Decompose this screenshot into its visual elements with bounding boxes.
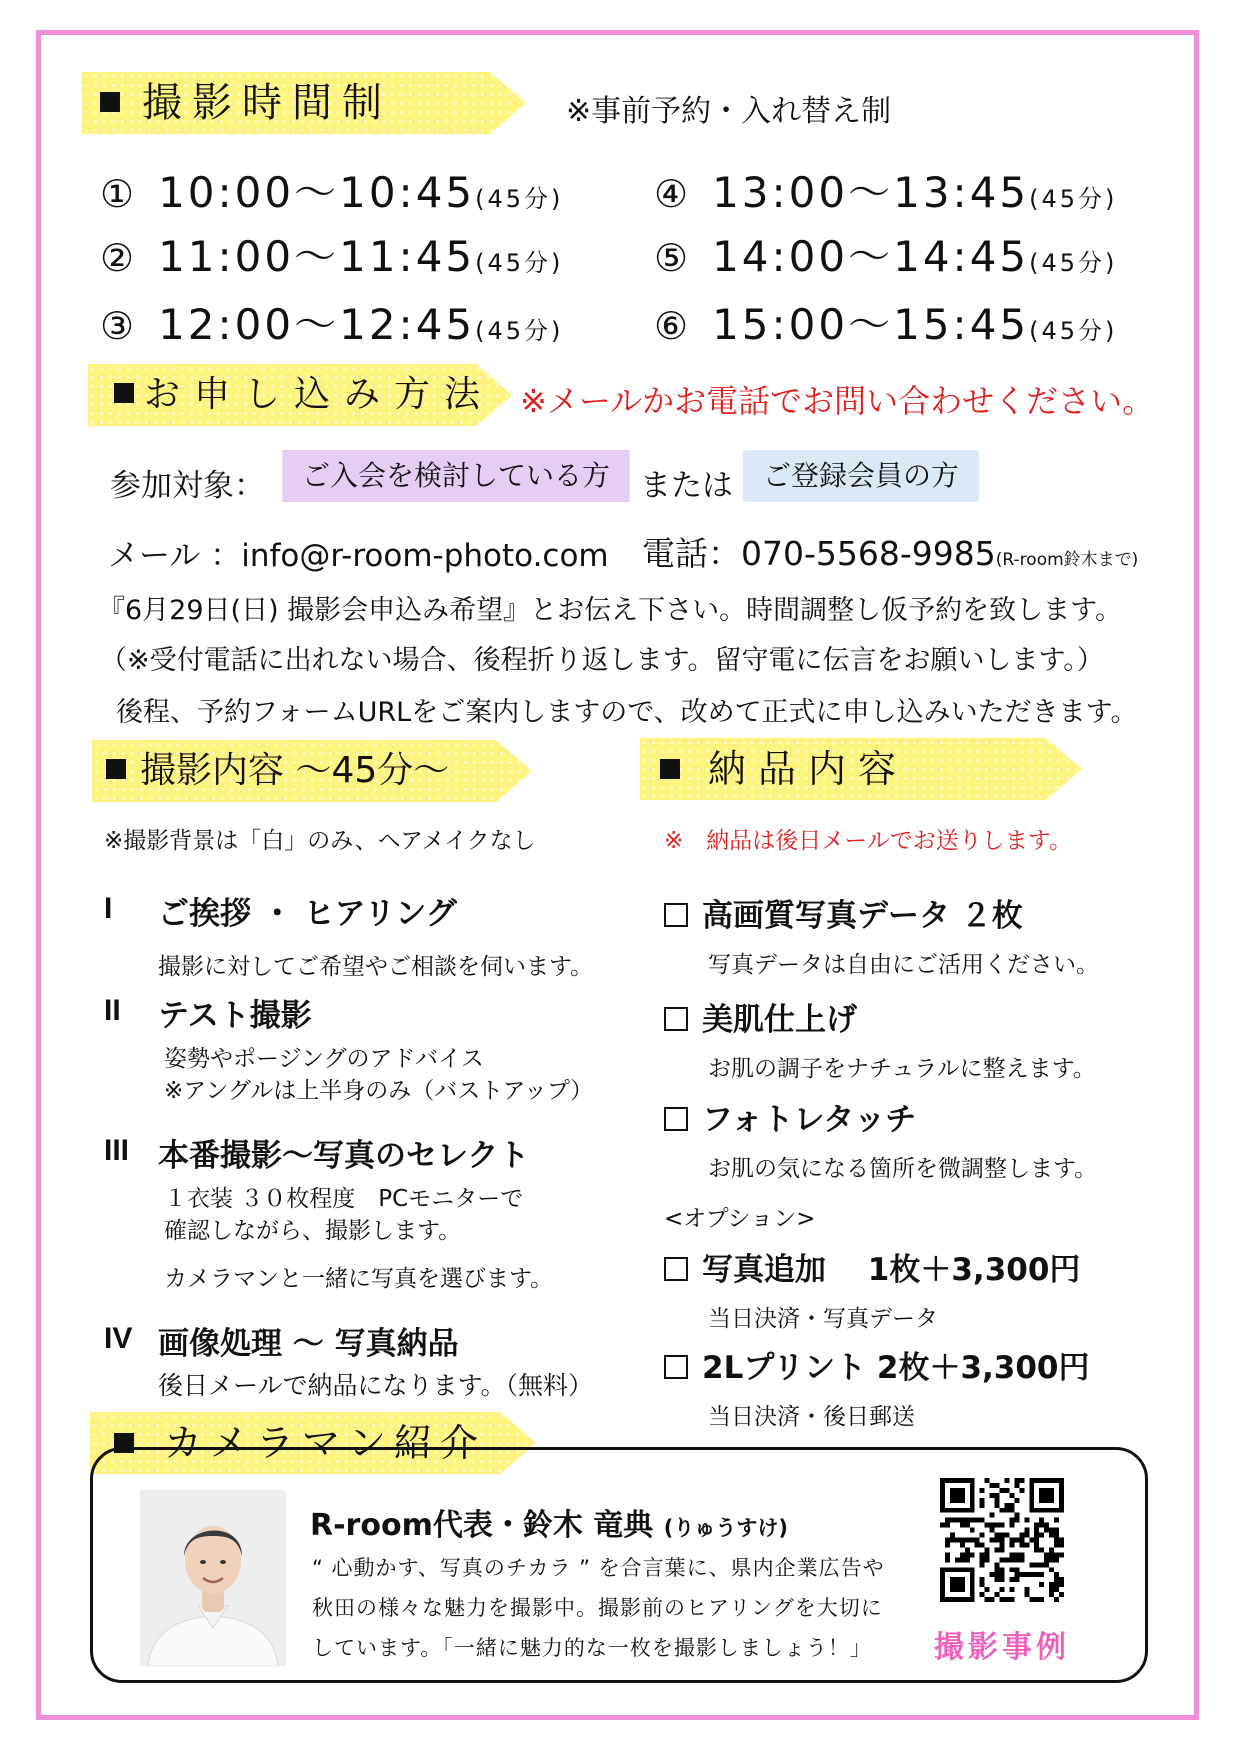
delivery-title: 納品内容 xyxy=(640,738,908,800)
step-number: IV xyxy=(104,1322,133,1355)
content-note: ※撮影背景は「白」のみ、ヘアメイクなし xyxy=(104,828,536,854)
option-item-title: 写真追加 1枚＋3,300円 xyxy=(702,1252,1081,1288)
checkbox-icon xyxy=(664,1257,688,1281)
step-description: ※アングルは上半身のみ（バストアップ） xyxy=(164,1078,594,1104)
delivery-item xyxy=(664,994,857,1039)
delivery-item-title: 美肌仕上げ xyxy=(702,1002,857,1038)
option-item xyxy=(664,1244,1080,1289)
time-slot xyxy=(654,292,1117,352)
square-bullet-icon xyxy=(114,383,134,403)
step-description: 後日メールで納品になります。（無料） xyxy=(158,1371,594,1400)
step-number: I xyxy=(104,892,113,925)
time-slot xyxy=(100,224,563,284)
slot-number: ⑤ xyxy=(654,236,689,280)
target-or: または xyxy=(640,468,733,504)
qr-code[interactable] xyxy=(940,1478,1064,1602)
delivery-item-title: フォトレタッチ xyxy=(702,1102,917,1138)
content-title: 撮影内容 〜45分〜 xyxy=(92,740,449,802)
delivery-item-title: 高画質写真データ ２枚 xyxy=(702,898,1023,934)
step-title: ご挨拶 ・ ヒアリング xyxy=(158,896,457,932)
time-slot xyxy=(654,160,1117,220)
apply-title: お申し込み方法 xyxy=(88,364,494,426)
option-item-description: 当日決済・後日郵送 xyxy=(708,1404,915,1430)
time-slot xyxy=(100,160,563,220)
step-title: 本番撮影〜写真のセレクト xyxy=(158,1138,530,1174)
slot-duration: (45分) xyxy=(475,317,564,345)
time-slot xyxy=(654,224,1117,284)
slot-time: 10:00〜10:45 xyxy=(158,168,476,217)
apply-line-2: （※受付電話に出れない場合、後程折り返します。留守電に伝言をお願いします。） xyxy=(100,645,1104,676)
slot-time: 13:00〜13:45 xyxy=(712,168,1030,217)
schedule-title: 撮影時間制 xyxy=(82,72,392,134)
target-label: 参加対象： xyxy=(110,468,265,504)
photographer-reading: (りゅうすけ) xyxy=(663,1516,788,1540)
option-item-title: 2Lプリント 2枚＋3,300円 xyxy=(702,1350,1090,1386)
step-number: II xyxy=(104,994,121,1027)
square-bullet-icon xyxy=(660,759,680,779)
phone-number[interactable]: 電話：070-5568-9985(R-room鈴木まで) xyxy=(642,534,1139,573)
square-bullet-icon xyxy=(106,759,126,779)
photographer-bio-1: “ 心動かす、写真のチカラ ” を合言葉に、県内企業広告や xyxy=(312,1556,885,1580)
apply-note: ※メールかお電話でお問い合わせください。 xyxy=(520,382,1155,420)
option-label: <オプション> xyxy=(664,1206,816,1232)
apply-line-3: 後程、予約フォームURLをご案内しますので、改めて正式に申し込みいただきます。 xyxy=(116,697,1138,728)
step-description: 姿勢やポージングのアドバイス xyxy=(164,1046,484,1072)
delivery-note: ※ 納品は後日メールでお送りします。 xyxy=(664,828,1072,854)
photographer-portrait xyxy=(140,1490,286,1666)
delivery-item xyxy=(664,1094,916,1139)
photographer-bio-3: しています。「一緒に魅力的な一枚を撮影しましょう！」 xyxy=(312,1636,872,1660)
target-member-pill: ご登録会員の方 xyxy=(743,450,979,502)
slot-number: ④ xyxy=(654,172,689,216)
slot-duration: (45分) xyxy=(475,185,564,213)
step-description: 確認しながら、撮影します。 xyxy=(164,1218,462,1244)
step-number: III xyxy=(104,1134,130,1167)
step-description: カメラマンと一緒に写真を選びます。 xyxy=(164,1266,554,1292)
slot-number: ③ xyxy=(100,304,135,348)
apply-line-1: 『6月29日(日) 撮影会申込み希望』とお伝え下さい。時間調整し仮予約を致します。 xyxy=(98,595,1123,626)
phone-note: (R-room鈴木まで) xyxy=(995,550,1139,570)
schedule-note: ※事前予約・入れ替え制 xyxy=(566,94,892,129)
mail-address[interactable]: メール ：info@r-room-photo.com xyxy=(108,538,609,574)
photographer-bio-2: 秋田の様々な魅力を撮影中。撮影前のヒアリングを大切に xyxy=(312,1596,883,1620)
option-item xyxy=(664,1342,1090,1387)
option-item-description: 当日決済・写真データ xyxy=(708,1306,938,1332)
slot-number: ① xyxy=(100,172,135,216)
slot-duration: (45分) xyxy=(1029,317,1118,345)
slot-number: ② xyxy=(100,236,135,280)
slot-duration: (45分) xyxy=(475,249,564,277)
slot-time: 12:00〜12:45 xyxy=(158,300,476,349)
delivery-item xyxy=(664,890,1023,935)
delivery-item-description: お肌の気になる箇所を微調整します。 xyxy=(708,1156,1098,1182)
checkbox-icon xyxy=(664,1355,688,1379)
delivery-item-description: 写真データは自由にご活用ください。 xyxy=(708,952,1099,978)
delivery-item-description: お肌の調子をナチュラルに整えます。 xyxy=(708,1056,1096,1082)
slot-time: 15:00〜15:45 xyxy=(712,300,1030,349)
step-title: 画像処理 〜 写真納品 xyxy=(158,1326,459,1362)
checkbox-icon xyxy=(664,1107,688,1131)
slot-duration: (45分) xyxy=(1029,249,1118,277)
square-bullet-icon xyxy=(100,92,120,112)
slot-time: 14:00〜14:45 xyxy=(712,232,1030,281)
slot-duration: (45分) xyxy=(1029,185,1118,213)
step-title: テスト撮影 xyxy=(158,998,312,1034)
time-slot xyxy=(100,292,563,352)
checkbox-icon xyxy=(664,903,688,927)
step-description: 撮影に対してご希望やご相談を伺います。 xyxy=(158,954,594,980)
photographer-name: R-room代表・鈴木 竜典 (りゅうすけ) xyxy=(310,1508,788,1543)
slot-number: ⑥ xyxy=(654,304,689,348)
qr-caption[interactable]: 撮影事例 xyxy=(934,1630,1070,1665)
checkbox-icon xyxy=(664,1007,688,1031)
slot-time: 11:00〜11:45 xyxy=(158,232,476,281)
photographer-title: カメラマン紹介 xyxy=(90,1412,486,1474)
target-prospective-pill: ご入会を検討している方 xyxy=(282,450,630,502)
step-description: １衣装 ３０枚程度 PCモニターで xyxy=(164,1186,524,1212)
